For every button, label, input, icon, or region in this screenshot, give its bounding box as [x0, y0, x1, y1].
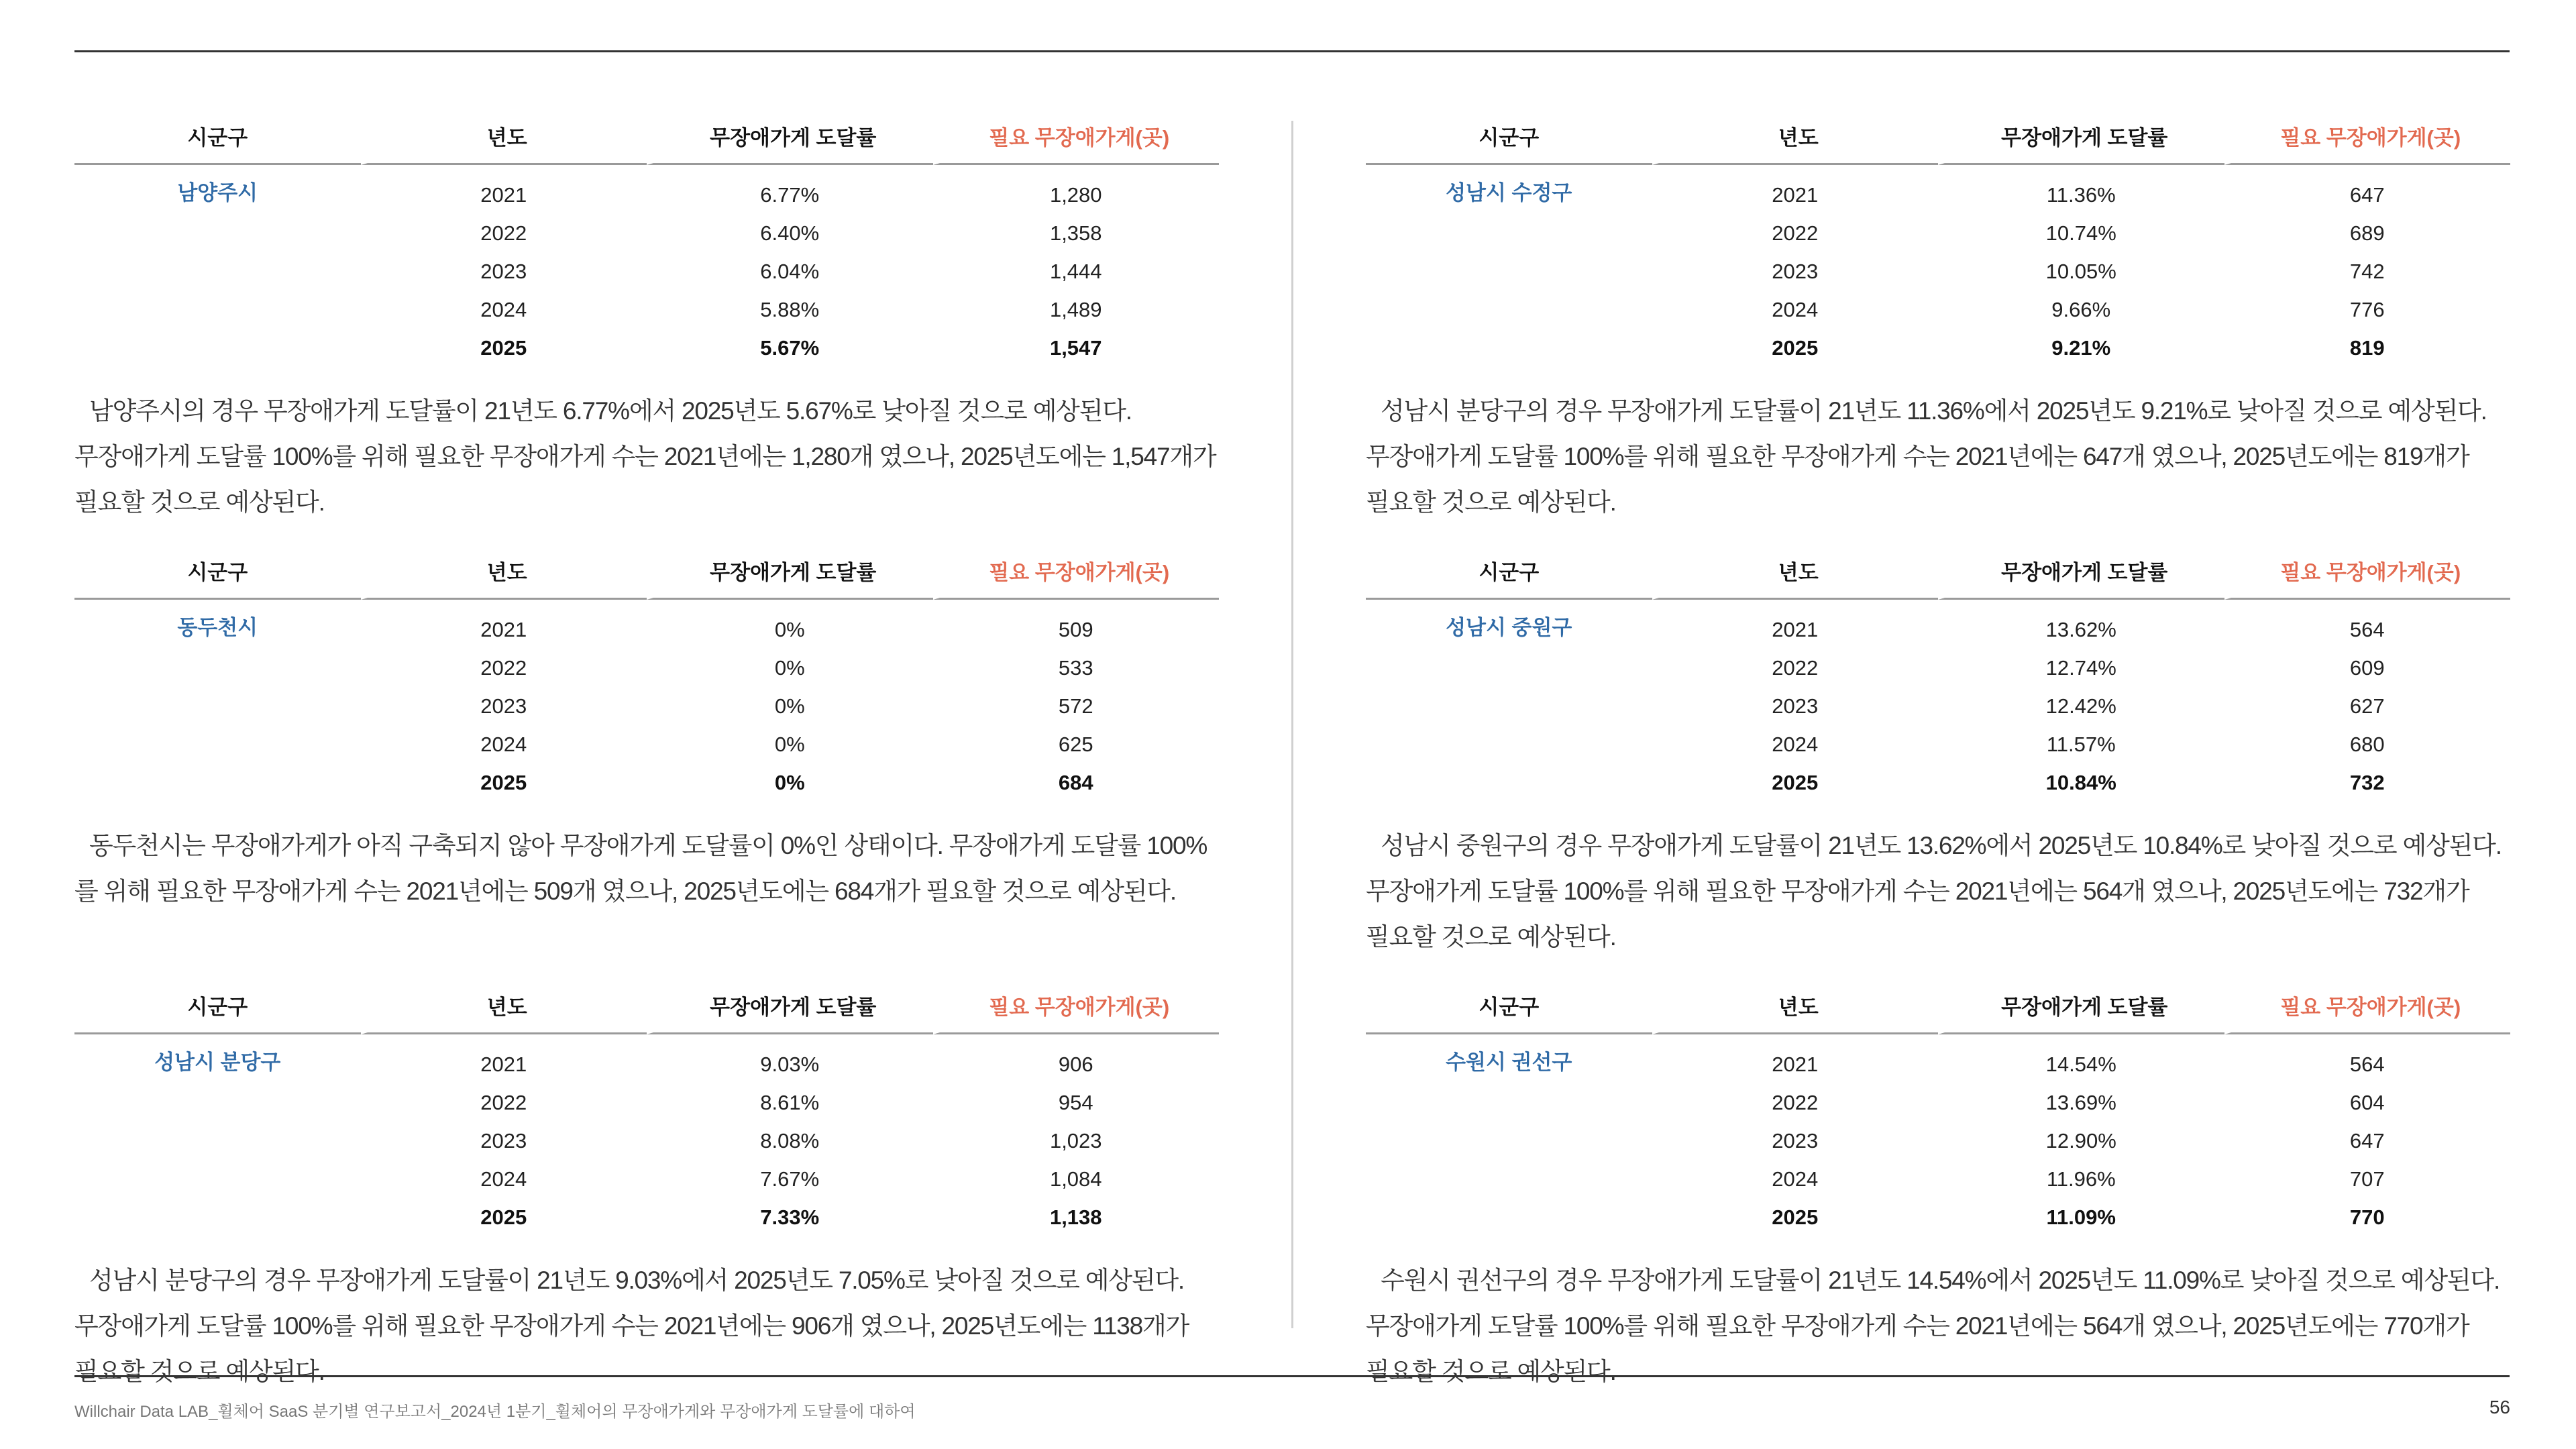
- header-rate: 무장애가게 도달률: [647, 549, 933, 600]
- data-table: [1366, 114, 2510, 367]
- rate-cell: 13.69%: [2045, 1090, 2116, 1114]
- year-cell: 2021: [1772, 182, 1819, 207]
- region-name: 수원시 권선구: [1446, 1051, 1572, 1074]
- header-rate: 무장애가게 도달률: [1938, 983, 2224, 1034]
- rate-cell: 11.57%: [2046, 732, 2116, 756]
- rate-cell: 9.03%: [760, 1052, 820, 1076]
- left-column: [74, 114, 1219, 1418]
- required-cell: 906: [1058, 1052, 1093, 1076]
- rate-cell: 6.40%: [760, 221, 820, 245]
- required-cell: 564: [2349, 1052, 2385, 1076]
- year-cell: 2024: [480, 732, 527, 756]
- year-cell: 2023: [480, 259, 527, 283]
- rate-cell: 5.67%: [760, 335, 820, 360]
- required-cell: 742: [2349, 259, 2385, 283]
- required-cell: 1,023: [1049, 1128, 1102, 1152]
- year-cell: 2024: [480, 297, 527, 321]
- rate-cell: 7.33%: [760, 1205, 820, 1229]
- right-column: [1366, 114, 2510, 1418]
- required-cell: 707: [2349, 1167, 2385, 1191]
- year-cell: 2022: [480, 221, 527, 245]
- rate-cell: 11.36%: [2046, 182, 2116, 207]
- header-rate: 무장애가게 도달률: [647, 114, 933, 165]
- region-section: [1366, 983, 2510, 1418]
- table-row: [74, 1034, 1219, 1083]
- required-cell: 770: [2349, 1205, 2385, 1229]
- year-cell: 2025: [1772, 770, 1819, 794]
- section-description: 수원시 권선구의 경우 무장애가게 도달률이 21년도 14.54%에서 2025년도 11.09%로 낮아질 것으로 예상된다. 무장애가게 도달률 100%를 위해 필요한 무장애가게 수는 2021년에는 564개 였으나, 2025년도에는 770개가 필요할 것으로 예상된다.: [1366, 1267, 2500, 1385]
- rate-cell: 5.88%: [760, 297, 820, 321]
- data-table: [1366, 983, 2510, 1236]
- year-cell: 2024: [1772, 297, 1819, 321]
- required-cell: 609: [2349, 655, 2385, 680]
- header-required: 필요 무장애가게(곳): [2224, 114, 2511, 165]
- header-region: 시군구: [1366, 114, 1652, 165]
- header-region: 시군구: [74, 983, 361, 1034]
- rate-cell: 0%: [774, 655, 805, 680]
- required-cell: 533: [1058, 655, 1093, 680]
- required-cell: 647: [2349, 1128, 2385, 1152]
- required-cell: 689: [2349, 221, 2385, 245]
- header-rate: 무장애가게 도달률: [647, 983, 933, 1034]
- year-cell: 2023: [480, 694, 527, 718]
- header-year: 년도: [1652, 983, 1939, 1034]
- required-cell: 1,280: [1049, 182, 1102, 207]
- rate-cell: 12.42%: [2045, 694, 2116, 718]
- data-table: [1366, 549, 2510, 802]
- year-cell: 2023: [1772, 694, 1819, 718]
- header-required: 필요 무장애가게(곳): [933, 549, 1220, 600]
- rate-cell: 7.67%: [760, 1167, 820, 1191]
- year-cell: 2021: [1772, 1052, 1819, 1076]
- required-cell: 1,084: [1049, 1167, 1102, 1191]
- section-description: 동두천시는 무장애가게가 아직 구축되지 않아 무장애가게 도달률이 0%인 상태이다. 무장애가게 도달률 100%를 위해 필요한 무장애가게 수는 2021년에는 509개 였으나, 2025년도에는 684개가 필요할 것으로 예상된다.: [74, 832, 1208, 905]
- required-cell: 732: [2349, 770, 2385, 794]
- required-cell: 625: [1058, 732, 1093, 756]
- rate-cell: 10.05%: [2045, 259, 2116, 283]
- data-table: [74, 114, 1219, 367]
- year-cell: 2021: [480, 617, 527, 641]
- header-year: 년도: [1652, 114, 1939, 165]
- required-cell: 627: [2349, 694, 2385, 718]
- year-cell: 2022: [1772, 1090, 1819, 1114]
- rate-cell: 6.04%: [760, 259, 820, 283]
- region-section: [1366, 549, 2510, 983]
- required-cell: 819: [2349, 335, 2385, 360]
- page-number: 56: [2489, 1397, 2510, 1417]
- required-cell: 684: [1058, 770, 1093, 794]
- rate-cell: 10.74%: [2045, 221, 2116, 245]
- year-cell: 2021: [480, 1052, 527, 1076]
- rate-cell: 14.54%: [2045, 1052, 2116, 1076]
- region-name: 성남시 중원구: [1446, 616, 1572, 639]
- year-cell: 2022: [480, 655, 527, 680]
- required-cell: 1,358: [1049, 221, 1102, 245]
- rate-cell: 8.61%: [760, 1090, 820, 1114]
- rate-cell: 0%: [774, 694, 805, 718]
- rate-cell: 10.84%: [2045, 770, 2116, 794]
- header-region: 시군구: [74, 114, 361, 165]
- required-cell: 564: [2349, 617, 2385, 641]
- year-cell: 2024: [1772, 1167, 1819, 1191]
- required-cell: 604: [2349, 1090, 2385, 1114]
- required-cell: 1,444: [1049, 259, 1102, 283]
- year-cell: 2024: [480, 1167, 527, 1191]
- header-rate: 무장애가게 도달률: [1938, 549, 2224, 600]
- required-cell: 647: [2349, 182, 2385, 207]
- region-name: 동두천시: [177, 616, 258, 639]
- section-description: 성남시 분당구의 경우 무장애가게 도달률이 21년도 11.36%에서 2025년도 9.21%로 낮아질 것으로 예상된다. 무장애가게 도달률 100%를 위해 필요한 무장애가게 수는 2021년에는 647개 였으나, 2025년도에는 819개가 필요할 것으로 예상된다.: [1366, 397, 2487, 516]
- rate-cell: 9.66%: [2051, 297, 2111, 321]
- rate-cell: 0%: [774, 732, 805, 756]
- header-required: 필요 무장애가게(곳): [2224, 549, 2511, 600]
- year-cell: 2025: [1772, 1205, 1819, 1229]
- table-row: [74, 600, 1219, 649]
- rate-cell: 12.74%: [2045, 655, 2116, 680]
- section-description: 성남시 분당구의 경우 무장애가게 도달률이 21년도 9.03%에서 2025년도 7.05%로 낮아질 것으로 예상된다. 무장애가게 도달률 100%를 위해 필요한 무장애가게 수는 2021년에는 906개 였으나, 2025년도에는 1138개가 필요할 것으로 예상된다.: [74, 1267, 1189, 1385]
- required-cell: 572: [1058, 694, 1093, 718]
- region-section: [74, 549, 1219, 983]
- year-cell: 2021: [480, 182, 527, 207]
- table-row: [1366, 1034, 2510, 1083]
- data-table: [74, 983, 1219, 1236]
- region-name: 성남시 분당구: [154, 1051, 281, 1074]
- year-cell: 2021: [1772, 617, 1819, 641]
- header-rate: 무장애가게 도달률: [1938, 114, 2224, 165]
- rate-cell: 6.77%: [760, 182, 820, 207]
- region-name: 성남시 수정구: [1446, 181, 1572, 205]
- rate-cell: 0%: [774, 770, 805, 794]
- region-name: 남양주시: [177, 181, 258, 205]
- rate-cell: 9.21%: [2051, 335, 2111, 360]
- table-row: [1366, 165, 2510, 214]
- section-description: 남양주시의 경우 무장애가게 도달률이 21년도 6.77%에서 2025년도 5.67%로 낮아질 것으로 예상된다. 무장애가게 도달률 100%를 위해 필요한 무장애가게 수는 2021년에는 1,280개 였으나, 2025년도에는 1,547개가 필요할 것으로 예상된다.: [74, 397, 1216, 516]
- rate-cell: 11.09%: [2046, 1205, 2116, 1229]
- rate-cell: 12.90%: [2045, 1128, 2116, 1152]
- header-required: 필요 무장애가게(곳): [933, 983, 1220, 1034]
- required-cell: 954: [1058, 1090, 1093, 1114]
- table-row: [74, 165, 1219, 214]
- header-year: 년도: [1652, 549, 1939, 600]
- header-year: 년도: [361, 114, 647, 165]
- header-required: 필요 무장애가게(곳): [933, 114, 1220, 165]
- year-cell: 2025: [480, 1205, 527, 1229]
- year-cell: 2022: [480, 1090, 527, 1114]
- center-divider: [1291, 121, 1293, 1328]
- header-year: 년도: [361, 983, 647, 1034]
- year-cell: 2023: [1772, 1128, 1819, 1152]
- required-cell: 1,547: [1049, 335, 1102, 360]
- required-cell: 1,489: [1049, 297, 1102, 321]
- year-cell: 2024: [1772, 732, 1819, 756]
- bottom-rule: [74, 1375, 2510, 1377]
- year-cell: 2023: [480, 1128, 527, 1152]
- section-description: 성남시 중원구의 경우 무장애가게 도달률이 21년도 13.62%에서 2025년도 10.84%로 낮아질 것으로 예상된다. 무장애가게 도달률 100%를 위해 필요한 무장애가게 수는 2021년에는 564개 였으나, 2025년도에는 732개가 필요할 것으로 예상된다.: [1366, 832, 2502, 951]
- region-section: [74, 114, 1219, 549]
- top-rule: [74, 50, 2510, 52]
- header-year: 년도: [361, 549, 647, 600]
- rate-cell: 8.08%: [760, 1128, 820, 1152]
- year-cell: 2022: [1772, 221, 1819, 245]
- header-region: 시군구: [74, 549, 361, 600]
- required-cell: 776: [2349, 297, 2385, 321]
- rate-cell: 0%: [774, 617, 805, 641]
- header-region: 시군구: [1366, 549, 1652, 600]
- year-cell: 2022: [1772, 655, 1819, 680]
- required-cell: 509: [1058, 617, 1093, 641]
- rate-cell: 13.62%: [2045, 617, 2116, 641]
- data-table: [74, 549, 1219, 802]
- header-region: 시군구: [1366, 983, 1652, 1034]
- header-required: 필요 무장애가게(곳): [2224, 983, 2511, 1034]
- region-section: [1366, 114, 2510, 549]
- year-cell: 2023: [1772, 259, 1819, 283]
- footer-text: Willchair Data LAB_휠체어 SaaS 분기별 연구보고서_2024년 1분기_휠체어의 무장애가게와 무장애가게 도달률에 대하여: [74, 1403, 916, 1421]
- required-cell: 1,138: [1049, 1205, 1102, 1229]
- year-cell: 2025: [480, 770, 527, 794]
- required-cell: 680: [2349, 732, 2385, 756]
- table-row: [1366, 600, 2510, 649]
- year-cell: 2025: [1772, 335, 1819, 360]
- year-cell: 2025: [480, 335, 527, 360]
- region-section: [74, 983, 1219, 1418]
- rate-cell: 11.96%: [2046, 1167, 2116, 1191]
